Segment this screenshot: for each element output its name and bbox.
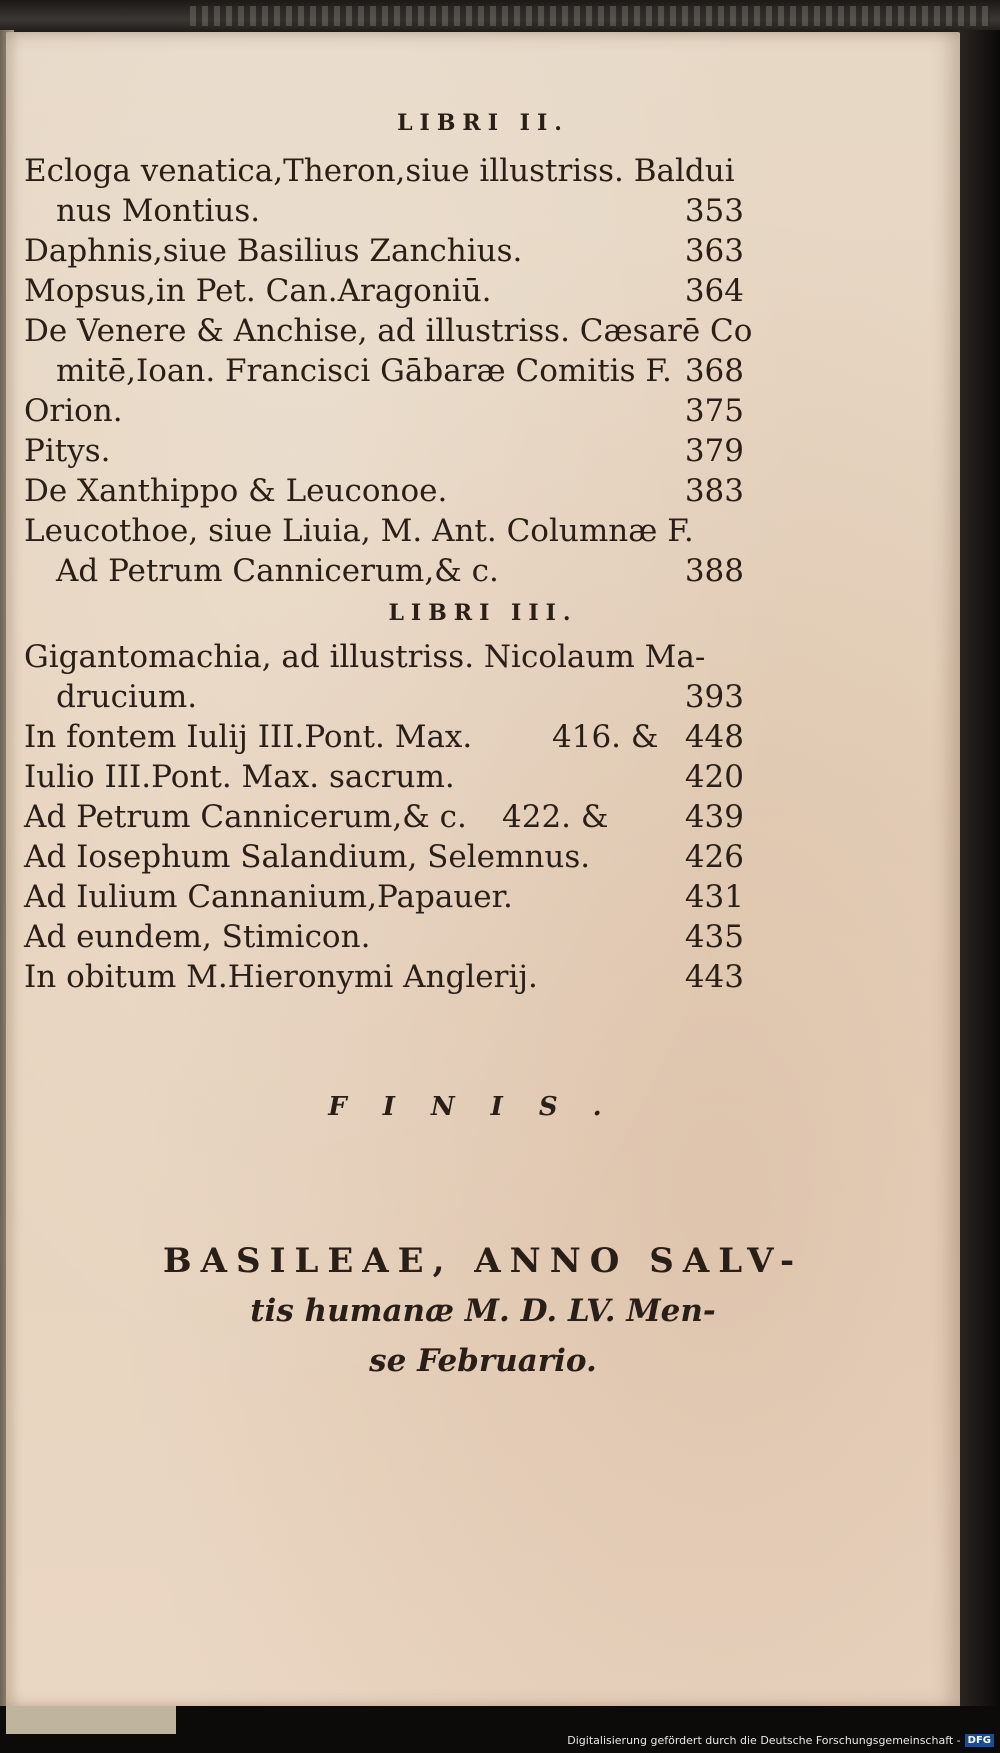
toc-entry-page: 364 bbox=[684, 273, 744, 309]
toc-entry bbox=[24, 510, 744, 552]
book-cover-edge bbox=[958, 30, 1000, 1720]
toc-entry-title: Ecloga venatica,Theron,siue illustriss. Baldui bbox=[24, 153, 735, 189]
toc-entry-title: Ad Iulium Cannanium,Papauer. bbox=[24, 879, 513, 915]
toc-entry bbox=[24, 756, 744, 798]
toc-entry bbox=[24, 836, 744, 878]
toc-entry bbox=[24, 270, 744, 312]
toc-entry-title: De Venere & Anchise, ad illustriss. Cæsarē Co bbox=[24, 313, 753, 349]
toc-entry-title: In fontem Iulij III.Pont. Max. bbox=[24, 719, 473, 755]
toc-entry-page: 375 bbox=[684, 393, 744, 429]
toc-entry bbox=[24, 390, 744, 432]
toc-entry bbox=[24, 916, 744, 958]
toc-entry-extra-page: 422. & bbox=[502, 799, 609, 835]
toc-entry-title: De Xanthippo & Leuconoe. bbox=[24, 473, 448, 509]
scan-color-bar bbox=[190, 6, 990, 26]
toc-entry-title: mitē,Ioan. Francisci Gābaræ Comitis F. bbox=[56, 353, 672, 389]
toc-entry-title: Ad Petrum Cannicerum,& c. bbox=[56, 553, 499, 589]
toc-entry-page: 383 bbox=[684, 473, 744, 509]
toc-entry bbox=[24, 796, 744, 838]
toc-entry-page: 363 bbox=[684, 233, 744, 269]
toc-entry bbox=[56, 350, 744, 392]
toc-entry bbox=[24, 310, 753, 352]
imprint-line-1: BASILEAE, ANNO SALV- bbox=[162, 1241, 804, 1281]
imprint-line-2: tis humanæ M. D. LV. Men- bbox=[250, 1293, 716, 1329]
toc-entry-page: 388 bbox=[684, 553, 744, 589]
toc-entry-extra-page: 416. & bbox=[552, 719, 659, 755]
toc-entry-page: 420 bbox=[684, 759, 744, 795]
imprint-line-3: se Februario. bbox=[369, 1343, 597, 1379]
toc-entry-title: Ad Petrum Cannicerum,& c. bbox=[24, 799, 467, 835]
toc-entry-page: 435 bbox=[684, 919, 744, 955]
toc-entry bbox=[24, 150, 744, 192]
toc-entry-page: 431 bbox=[684, 879, 744, 915]
toc-entry bbox=[24, 230, 744, 272]
page-corner-tab bbox=[6, 1706, 176, 1734]
toc-entry-page: 379 bbox=[684, 433, 744, 469]
toc-entry-title: Iulio III.Pont. Max. sacrum. bbox=[24, 759, 455, 795]
toc-entry-page: 426 bbox=[684, 839, 744, 875]
toc-entry-title: Ad Iosephum Salandium, Selemnus. bbox=[24, 839, 591, 875]
section-heading-libri-iii: LIBRI III. bbox=[388, 600, 578, 626]
toc-entry bbox=[56, 676, 744, 718]
toc-entry-page: 393 bbox=[684, 679, 744, 715]
book-page bbox=[6, 32, 960, 1708]
toc-entry bbox=[24, 636, 744, 678]
toc-entry-title: Mopsus,in Pet. Can.Aragoniū. bbox=[24, 273, 492, 309]
toc-entry bbox=[56, 190, 744, 232]
toc-entry bbox=[24, 956, 744, 998]
toc-entry-title: Leucothoe, siue Liuia, M. Ant. Columnæ F. bbox=[24, 513, 694, 549]
toc-entry-title: Orion. bbox=[24, 393, 123, 429]
toc-entry-title: Ad eundem, Stimicon. bbox=[24, 919, 371, 955]
toc-entry-title: Gigantomachia, ad illustriss. Nicolaum Ma- bbox=[24, 639, 706, 675]
toc-entry bbox=[24, 716, 744, 758]
toc-entry bbox=[24, 876, 744, 918]
toc-entry-title: Pitys. bbox=[24, 433, 111, 469]
toc-entry bbox=[24, 430, 744, 472]
toc-entry-page: 353 bbox=[684, 193, 744, 229]
toc-entry-title: drucium. bbox=[56, 679, 198, 715]
toc-entry-page: 443 bbox=[684, 959, 744, 995]
toc-entry-title: In obitum M.Hieronymi Anglerij. bbox=[24, 959, 538, 995]
toc-entry-page: 448 bbox=[684, 719, 744, 755]
toc-entry-page: 368 bbox=[684, 353, 744, 389]
toc-entry-title: nus Montius. bbox=[56, 193, 261, 229]
toc-entry bbox=[24, 470, 744, 512]
section-heading-libri-ii: LIBRI II. bbox=[397, 110, 569, 136]
credit-text: Digitalisierung gefördert durch die Deutsche Forschungsgemeinschaft - bbox=[567, 1733, 961, 1747]
toc-entry bbox=[56, 550, 744, 592]
toc-entry-title: Daphnis,siue Basilius Zanchius. bbox=[24, 233, 523, 269]
toc-entry-page: 439 bbox=[684, 799, 744, 835]
scan-bottom-border bbox=[0, 1706, 1000, 1753]
finis-mark: FINIS. bbox=[328, 1092, 638, 1122]
dfg-logo: DFG bbox=[965, 1734, 994, 1747]
scan-top-border bbox=[0, 0, 1000, 36]
digitization-credit bbox=[567, 1733, 994, 1747]
